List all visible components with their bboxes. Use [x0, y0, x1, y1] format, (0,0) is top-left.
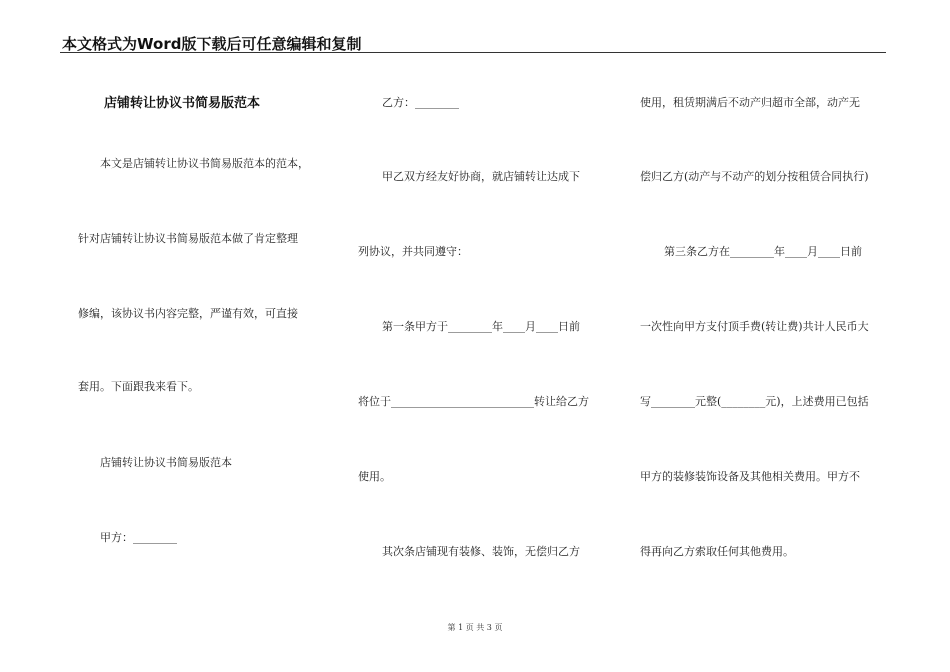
col1-line: 修编，该协议书内容完整，严谨有效，可直接	[78, 307, 298, 320]
col3-line: 甲方的装修装饰设备及其他相关费用。甲方不	[640, 470, 860, 483]
header-title: 本文格式为Word版下载后可任意编辑和复制	[62, 35, 362, 53]
document-title: 店铺转让协议书简易版范本	[104, 96, 261, 111]
col3-line: 偿归乙方(动产与不动产的划分按租赁合同执行)	[640, 170, 869, 183]
col2-line: 第一条甲方于________年____月____日前	[382, 320, 580, 333]
col1-line: 本文是店铺转让协议书简易版范本的范本，	[100, 157, 309, 170]
col3-line: 使用，租赁期满后不动产归超市全部，动产无	[640, 96, 860, 109]
col3-line: 第三条乙方在________年____月____日前	[664, 245, 862, 258]
col1-line: 针对店铺转让协议书简易版范本做了肯定整理	[78, 232, 298, 245]
header-divider	[60, 52, 886, 53]
col2-line: 列协议，并共同遵守：	[358, 245, 468, 258]
col2-line: 其次条店铺现有装修、装饰，无偿归乙方	[382, 545, 580, 558]
col2-line: 将位于__________________________转让给乙方	[358, 395, 589, 408]
col1-line: 套用。下面跟我来看下。	[78, 380, 199, 393]
col2-line: 甲乙双方经友好协商，就店铺转让达成下	[382, 170, 580, 183]
col3-line: 写________元整(________元)，上述费用已包括	[640, 395, 869, 408]
col2-line: 使用。	[358, 470, 391, 483]
col1-line: 店铺转让协议书简易版范本	[100, 456, 232, 469]
col3-line: 一次性向甲方支付顶手费(转让费)共计人民币大	[640, 320, 869, 333]
col1-line: 甲方：________	[100, 531, 177, 544]
page-footer: 第 1 页 共 3 页	[447, 623, 503, 632]
col3-line: 得再向乙方索取任何其他费用。	[640, 545, 794, 558]
col2-line: 乙方：________	[382, 96, 459, 109]
